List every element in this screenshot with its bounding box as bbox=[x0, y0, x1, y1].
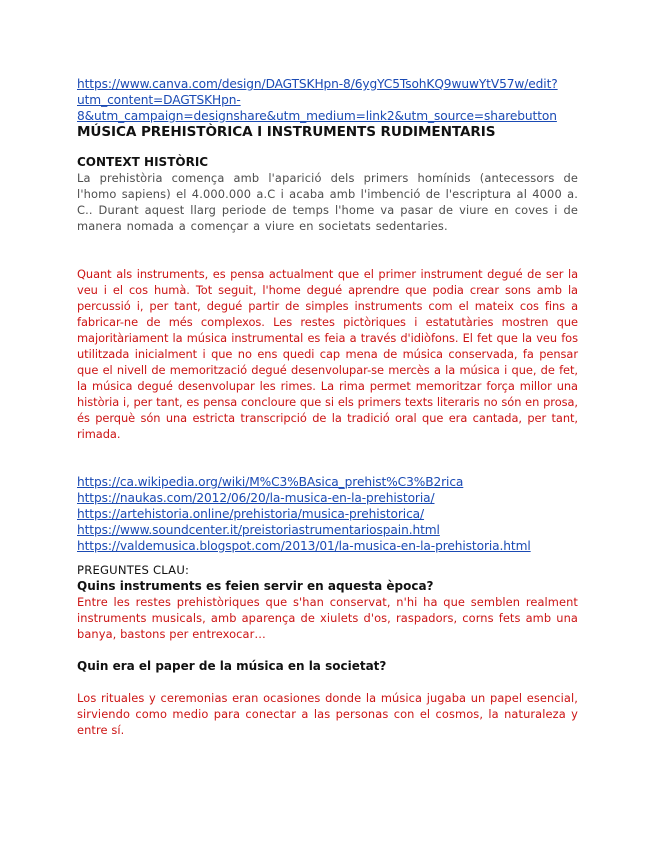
link-artehistoria[interactable]: https://artehistoria.online/prehistoria/musica-prehistorica/ bbox=[77, 507, 425, 521]
question-1: Quins instruments es feien servir en aquesta època? bbox=[77, 579, 434, 593]
canva-link-line2[interactable]: utm_content=DAGTSKHpn- bbox=[77, 93, 241, 107]
link-wikipedia[interactable]: https://ca.wikipedia.org/wiki/M%C3%BAsica_prehist%C3%B2rica bbox=[77, 475, 464, 489]
answer-1: Entre les restes prehistòriques que s'han conservat, n'hi ha que semblen realment instruments musicals, amb aparença de xiulets d'os, raspadors, corns fets amb una banya, bastons per entrexocar… bbox=[77, 595, 578, 641]
link-valdemusica[interactable]: https://valdemusica.blogspot.com/2013/01/la-musica-en-la-prehistoria.html bbox=[77, 539, 531, 553]
document-title: MÚSICA PREHISTÒRICA I INSTRUMENTS RUDIMENTARIS bbox=[77, 124, 496, 140]
canva-link-line3[interactable]: 8&utm_campaign=designshare&utm_medium=link2&utm_source=sharebutton bbox=[77, 109, 557, 123]
instruments-paragraph: Quant als instruments, es pensa actualment que el primer instrument degué de ser la veu i el cos humà. Tot seguit, l'home degué aprendre que podia crear sons amb la percussió i, per tant, degué partir de simples instruments com el mateix cos fins a fabricar-ne de més complexos. Les restes pictòriques i estatutàries mostren que majoritàriament la música instrumental es feia a través d'idiòfons. El fet que la veu fos utilitzada inicialment i que no ens quedi cap mena de música conservada, fa pensar que el nivell de memorització degué desenvolupar-se mercès a la música i que, de fet, la música degué desenvolupar les rimes. La rima permet memoritzar força millor una història i, per tant, es pensa concloure que si els primers texts literaris no són en prosa, és perquè són una estricta transcripció de la tradició oral que era cantada, per tant, rimada. bbox=[77, 267, 578, 441]
context-paragraph: La prehistòria comença amb l'aparició dels primers homínids (antecessors de l'homo sapiens) el 4.000.000 a.C i acaba amb l'imbenció de l'escriptura al 4000 a. C.. Durant aquest llarg periode de temps l'home va pasar de viure en coves i de manera nomada a començar a viure en societats sedentaries. bbox=[77, 171, 578, 233]
question-2: Quin era el paper de la música en la societat? bbox=[77, 659, 387, 673]
key-questions-heading: PREGUNTES CLAU: bbox=[77, 563, 190, 577]
link-naukas[interactable]: https://naukas.com/2012/06/20/la-musica-en-la-prehistoria/ bbox=[77, 491, 435, 505]
link-soundcenter[interactable]: https://www.soundcenter.it/preistoriastrumentariospain.html bbox=[77, 523, 440, 537]
canva-link[interactable] bbox=[77, 76, 578, 124]
answer-2: Los rituales y ceremonias eran ocasiones donde la música jugaba un papel esencial, sirviendo como medio para conectar a las personas con el cosmos, la naturaleza y entre sí. bbox=[77, 691, 578, 737]
reference-links bbox=[77, 474, 578, 554]
context-heading: CONTEXT HISTÒRIC bbox=[77, 155, 209, 169]
canva-link-line1[interactable]: https://www.canva.com/design/DAGTSKHpn-8/6ygYC5TsohKQ9wuwYtV57w/edit? bbox=[77, 77, 558, 91]
document-page bbox=[77, 76, 578, 738]
